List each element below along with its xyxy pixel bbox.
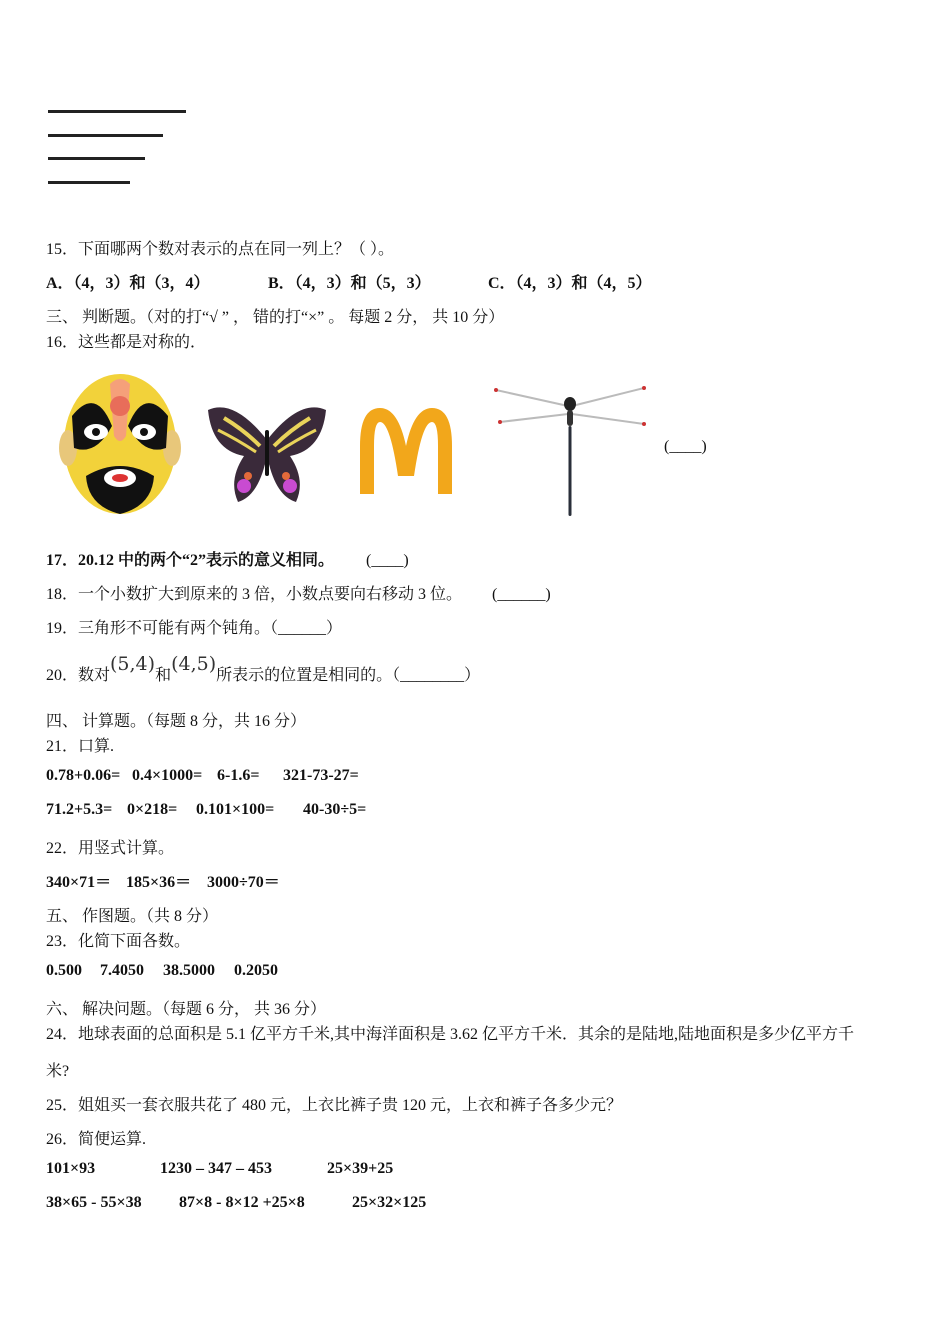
q26-item-5: 87×8 - 8×12 +25×8 bbox=[179, 1194, 305, 1211]
q21-item-8: 40-30÷5= bbox=[303, 801, 367, 818]
section-3-title: 三、 判断题。（对的打“√ ” ， 错的打“×” 。 每题 2 分， 共 10 分） bbox=[46, 309, 505, 326]
question-15: 15．下面哪两个数对表示的点在同一列上？（ ）。 bbox=[46, 241, 395, 258]
q21-item-7: 0.101×100= bbox=[196, 801, 275, 818]
q15-option-a[interactable]: A．（4，3）和（3，4） bbox=[46, 275, 210, 292]
answer-line-4 bbox=[48, 181, 130, 184]
question-23: 23．化简下面各数。 bbox=[46, 933, 191, 950]
section-5-title: 五、 作图题。（共 8 分） bbox=[46, 908, 219, 925]
q21-item-6: 0×218= bbox=[127, 801, 178, 818]
dragonfly-image bbox=[490, 382, 650, 518]
question-18 bbox=[46, 581, 551, 604]
q17-text: 17．20.12 中的两个“2”表示的意义相同。 bbox=[46, 552, 335, 569]
question-25: 25．姐姐买一套衣服共花了 480 元，上衣比裤子贵 120 元，上衣和裤子各多少元？ bbox=[46, 1097, 623, 1114]
q22-item-2: 185×36＝ bbox=[126, 874, 192, 891]
answer-line-3 bbox=[48, 157, 145, 160]
q26-item-1: 101×93 bbox=[46, 1160, 96, 1177]
question-16: 16．这些都是对称的． bbox=[46, 334, 207, 351]
q15-option-c[interactable]: C．（4，3）和（4，5） bbox=[488, 275, 652, 292]
q18-blank[interactable]: (______) bbox=[492, 586, 551, 603]
q26-item-4: 38×65 - 55×38 bbox=[46, 1194, 142, 1211]
answer-line-2 bbox=[48, 134, 163, 137]
question-22: 22．用竖式计算。 bbox=[46, 840, 175, 857]
q21-item-2: 0.4×1000= bbox=[132, 767, 203, 784]
question-26: 26．简便运算. bbox=[46, 1131, 147, 1148]
q16-blank[interactable]: (____) bbox=[664, 438, 707, 455]
q23-item-2: 7.4050 bbox=[100, 962, 144, 979]
q18-text: 18．一个小数扩大到原来的 3 倍，小数点要向右移动 3 位。 bbox=[46, 586, 463, 603]
question-24-line-1: 24．地球表面的总面积是 5.1 亿平方千米,其中海洋面积是 3.62 亿平方千米．其余的是陆地,陆地面积是多少亿平方千 bbox=[46, 1026, 855, 1043]
q26-item-2: 1230 – 347 – 453 bbox=[160, 1160, 272, 1177]
section-4-title: 四、 计算题。（每题 8 分，共 16 分） bbox=[46, 713, 307, 730]
q23-item-3: 38.5000 bbox=[163, 962, 215, 979]
q20-pair-1: (5,4) bbox=[110, 653, 156, 675]
question-20 bbox=[46, 653, 481, 685]
q15-option-b[interactable]: B．（4，3）和（5，3） bbox=[268, 275, 431, 292]
q21-item-5: 71.2+5.3= bbox=[46, 801, 113, 818]
mcdonalds-logo-image bbox=[356, 406, 456, 494]
q20-prefix: 20．数对 bbox=[46, 667, 111, 684]
q26-item-3: 25×39+25 bbox=[327, 1160, 394, 1177]
q20-mid: 和 bbox=[155, 667, 172, 684]
q23-item-1: 0.500 bbox=[46, 962, 82, 979]
answer-line-1 bbox=[48, 110, 186, 113]
q17-blank[interactable]: (____) bbox=[366, 552, 409, 569]
opera-mask-image bbox=[56, 366, 184, 516]
butterfly-image bbox=[204, 400, 330, 508]
q20-pair-2: (4,5) bbox=[171, 653, 217, 675]
q22-item-1: 340×71＝ bbox=[46, 874, 112, 891]
q26-item-6: 25×32×125 bbox=[352, 1194, 427, 1211]
section-6-title: 六、 解决问题。（每题 6 分， 共 36 分） bbox=[46, 1001, 327, 1018]
q23-item-4: 0.2050 bbox=[234, 962, 278, 979]
question-19: 19．三角形不可能有两个钝角。（______） bbox=[46, 620, 343, 637]
question-24-line-2: 米? bbox=[46, 1063, 70, 1080]
question-21: 21．口算. bbox=[46, 738, 115, 755]
q21-item-4: 321-73-27= bbox=[283, 767, 359, 784]
q22-item-3: 3000÷70＝ bbox=[207, 874, 280, 891]
question-17 bbox=[46, 547, 409, 570]
q20-suffix: 所表示的位置是相同的。（________） bbox=[216, 667, 481, 684]
q21-item-1: 0.78+0.06= bbox=[46, 767, 121, 784]
q21-item-3: 6-1.6= bbox=[217, 767, 260, 784]
